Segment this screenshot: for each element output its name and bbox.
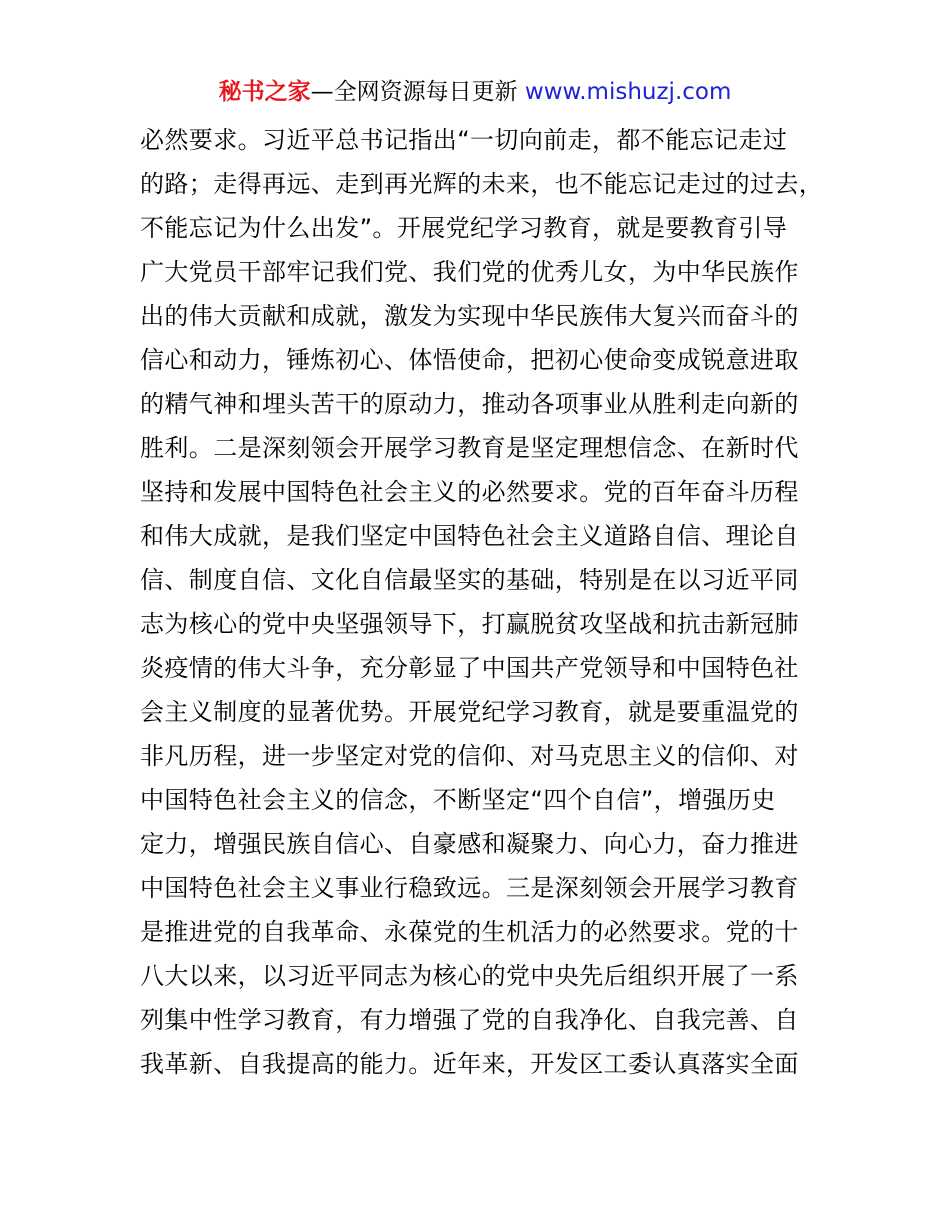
page-header <box>0 74 950 110</box>
text-line: 列集中性学习教育，有力增强了党的自我净化、自我完善、自 <box>140 1006 799 1034</box>
text-line: 非凡历程，进一步坚定对党的信仰、对马克思主义的信仰、对 <box>140 742 799 770</box>
text-line: 定力，增强民族自信心、自豪感和凝聚力、向心力，奋力推进 <box>140 830 799 858</box>
website-link[interactable]: www.mishuzj.com <box>524 79 732 105</box>
text-line: 八大以来，以习近平同志为核心的党中央先后组织开展了一系 <box>140 962 799 990</box>
text-line: 必然要求。习近平总书记指出“一切向前走，都不能忘记走过 <box>140 126 788 154</box>
text-line: 中国特色社会主义的信念，不断坚定“四个自信”，增强历史 <box>140 786 776 814</box>
text-line: 的精气神和埋头苦干的原动力，推动各项事业从胜利走向新的 <box>140 390 799 418</box>
text-line: 信心和动力，锤炼初心、体悟使命，把初心使命变成锐意进取 <box>140 346 799 374</box>
text-line: 广大党员干部牢记我们党、我们党的优秀儿女，为中华民族作 <box>140 258 799 286</box>
brand-name: 秘书之家 <box>218 79 311 105</box>
document-body <box>140 118 830 1086</box>
text-line: 坚持和发展中国特色社会主义的必然要求。党的百年奋斗历程 <box>140 478 799 506</box>
text-line: 信、制度自信、文化自信最坚实的基础，特别是在以习近平同 <box>140 566 799 594</box>
text-line: 和伟大成就，是我们坚定中国特色社会主义道路自信、理论自 <box>140 522 799 550</box>
text-line: 炎疫情的伟大斗争，充分彰显了中国共产党领导和中国特色社 <box>140 654 799 682</box>
text-line: 会主义制度的显著优势。开展党纪学习教育，就是要重温党的 <box>140 698 799 726</box>
text-line: 胜利。二是深刻领会开展学习教育是坚定理想信念、在新时代 <box>140 434 799 462</box>
text-line: 是推进党的自我革命、永葆党的生机活力的必然要求。党的十 <box>140 918 799 946</box>
text-line: 出的伟大贡献和成就，激发为实现中华民族伟大复兴而奋斗的 <box>140 302 799 330</box>
text-line: 的路；走得再远、走到再光辉的未来，也不能忘记走过的过去， <box>140 170 824 198</box>
text-line: 我革新、自我提高的能力。近年来，开发区工委认真落实全面 <box>140 1050 799 1078</box>
text-line: 志为核心的党中央坚强领导下，打赢脱贫攻坚战和抗击新冠肺 <box>140 610 799 638</box>
header-tagline: —全网资源每日更新 <box>310 79 525 105</box>
text-line: 中国特色社会主义事业行稳致远。三是深刻领会开展学习教育 <box>140 874 799 902</box>
text-line: 不能忘记为什么出发”。开展党纪学习教育，就是要教育引导 <box>140 214 788 242</box>
